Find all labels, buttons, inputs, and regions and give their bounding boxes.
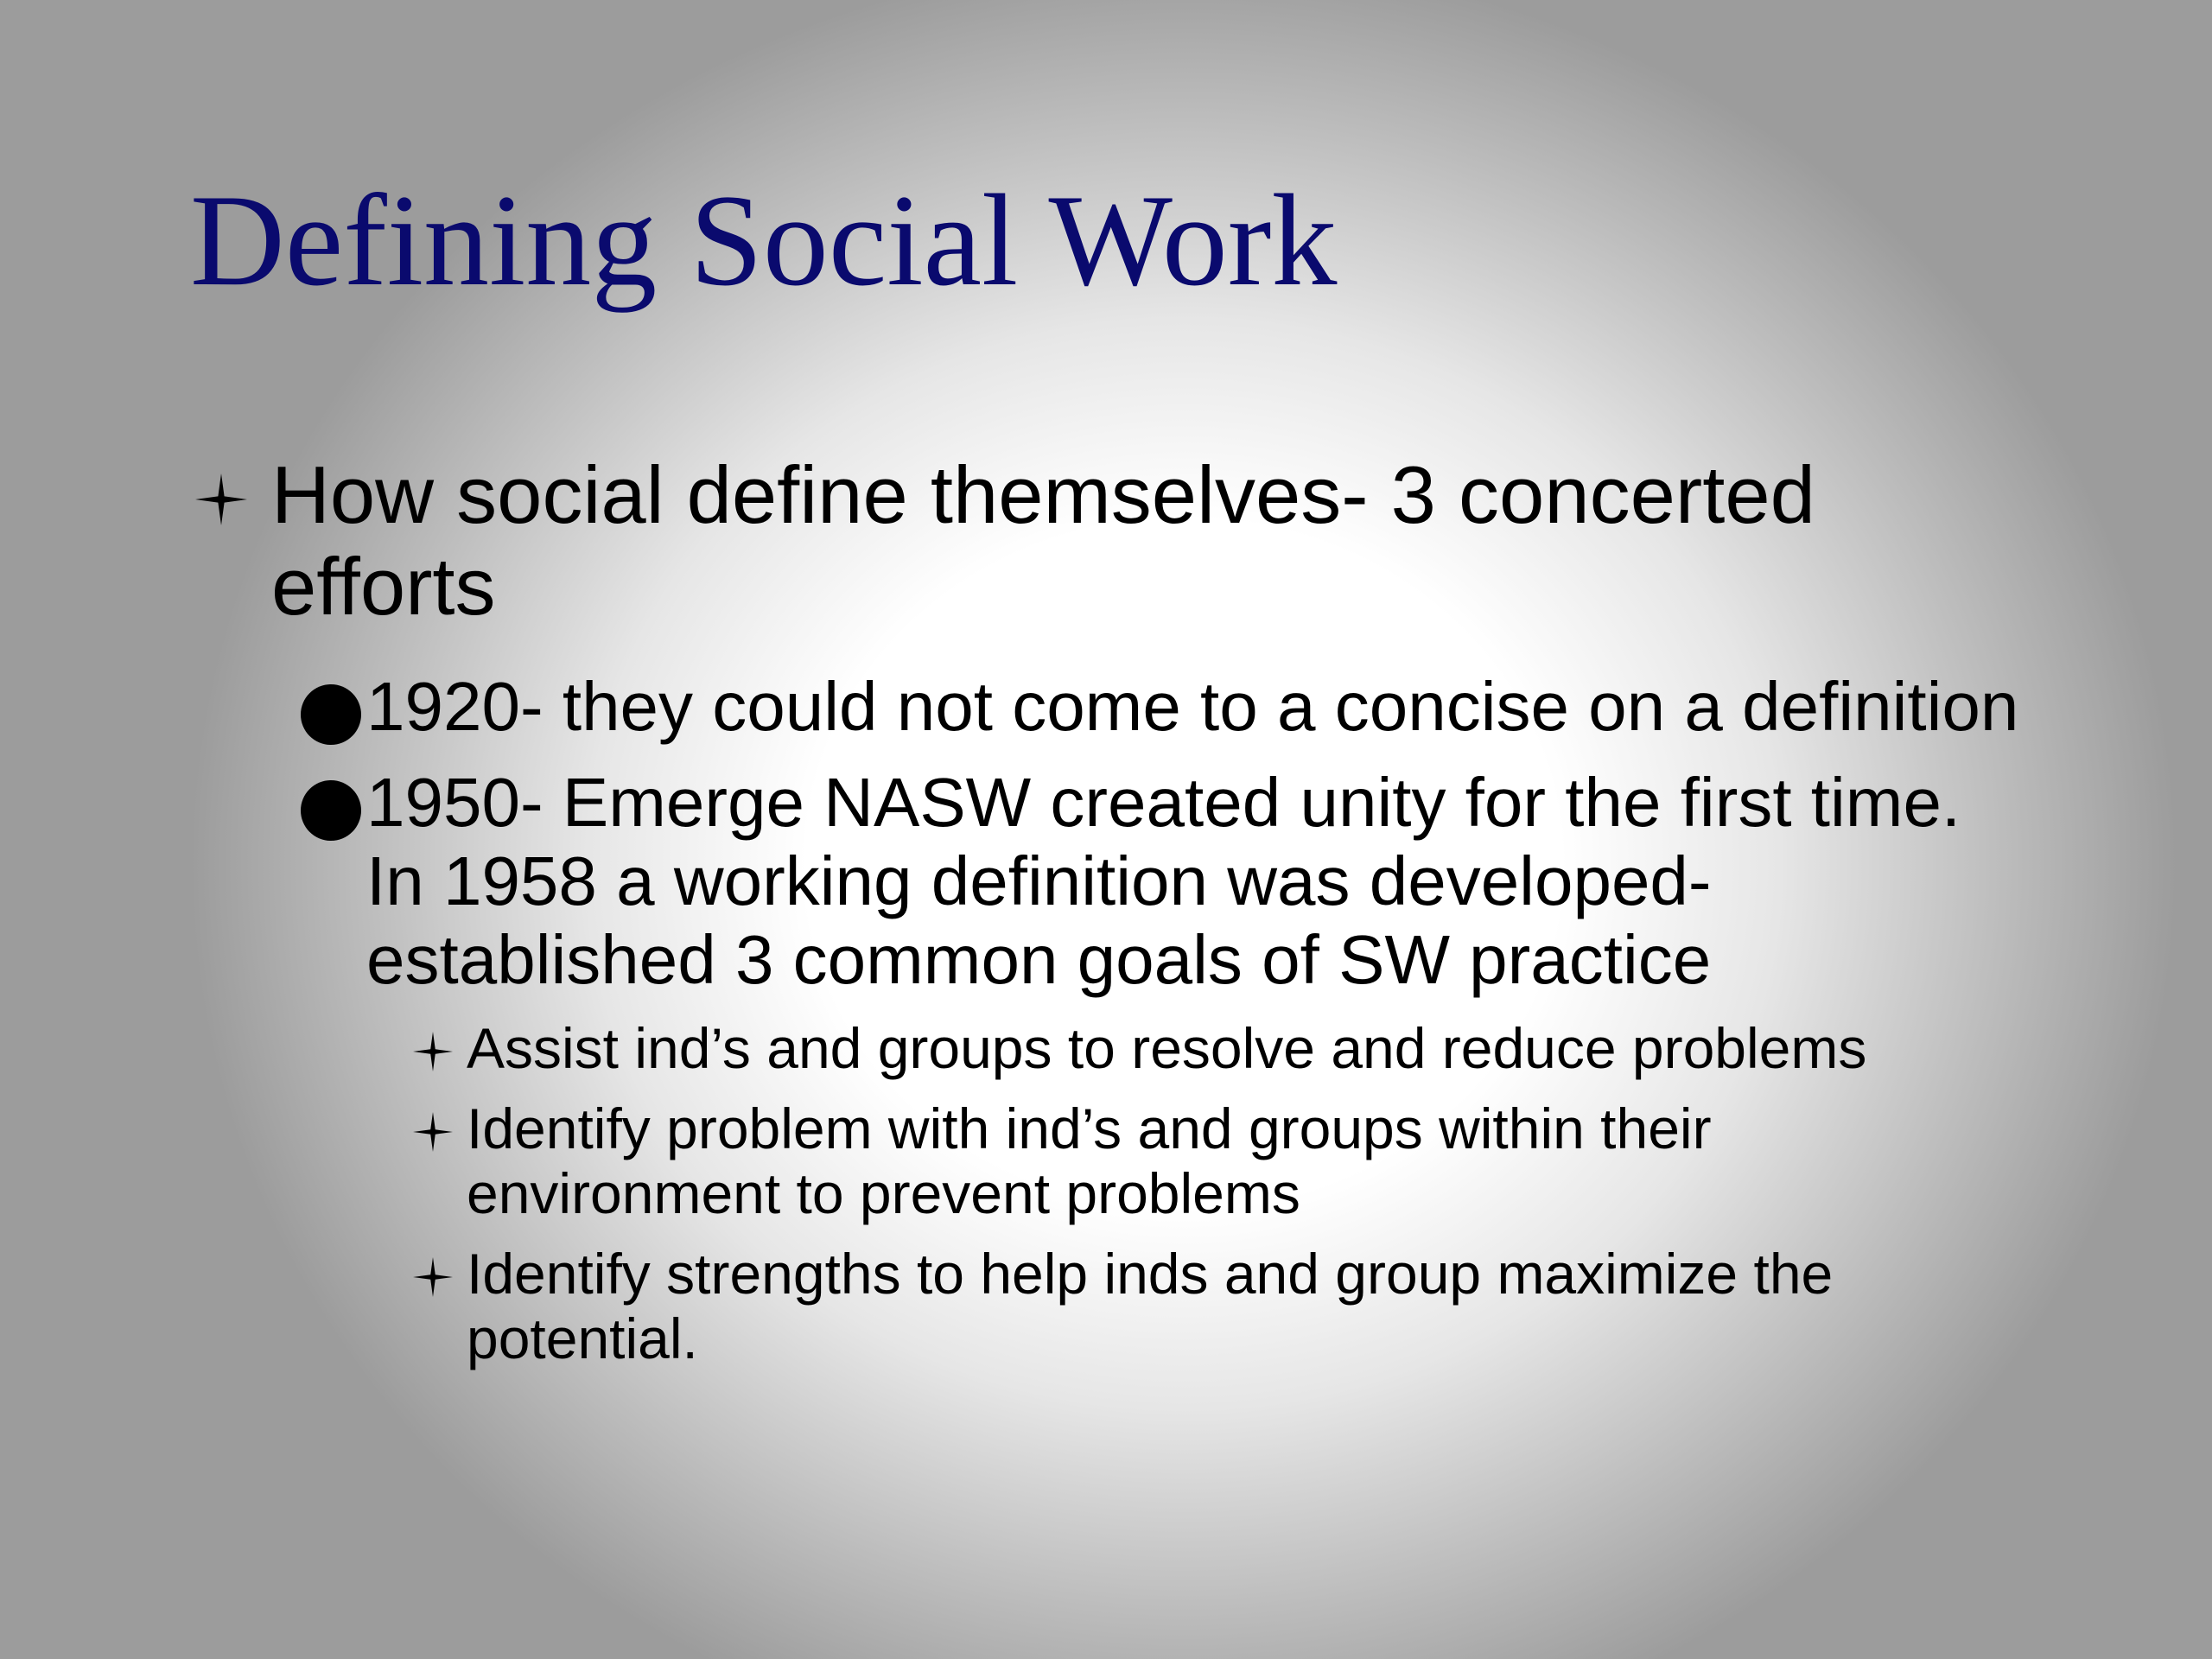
bullet-item-level-2 — [301, 667, 2031, 746]
bullet-text: 1920- they could not come to a concise on a definition — [366, 668, 2019, 745]
four-point-star-icon — [413, 1032, 453, 1071]
slide-body — [190, 449, 2031, 1387]
bullet-text: 1950- Emerge NASW created unity for the first time. In 1958 a working definition was developed- established 3 common goals of SW practice — [366, 764, 1961, 998]
filled-circle-icon — [301, 684, 361, 745]
bullet-item-level-3 — [413, 1242, 2031, 1371]
bullet-item-level-3 — [413, 1016, 2031, 1081]
four-point-star-icon — [413, 1112, 453, 1152]
bullet-item-level-1 — [190, 449, 2031, 632]
bullet-text: Identify strengths to help inds and group maximize the potential. — [467, 1242, 1834, 1370]
bullet-text: How social define themselves- 3 concerted efforts — [271, 449, 1815, 632]
four-point-star-icon — [195, 474, 247, 525]
bullet-item-level-3 — [413, 1096, 2031, 1226]
slide-title: Defining Social Work — [190, 168, 1338, 313]
filled-circle-icon — [301, 780, 361, 841]
bullet-text: Identify problem with ind’s and groups within their environment to prevent problems — [467, 1096, 1712, 1225]
four-point-star-icon — [413, 1257, 453, 1297]
bullet-item-level-2 — [301, 763, 2031, 999]
bullet-text: Assist ind’s and groups to resolve and reduce problems — [467, 1016, 1867, 1080]
